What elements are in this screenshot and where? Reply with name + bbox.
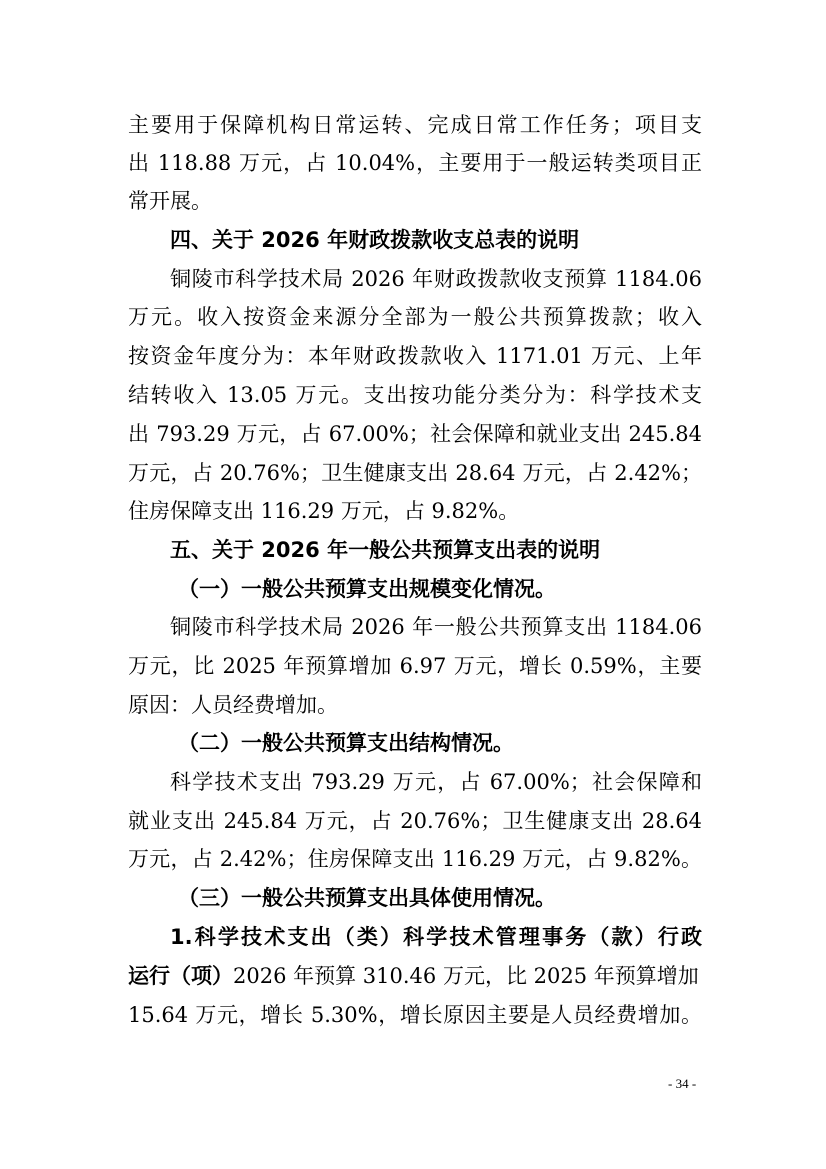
section-heading: 四、关于 2026 年财政拨款收支总表的说明	[170, 228, 580, 252]
paragraph-line: 结转收入 13.05 万元。支出按功能分类分为：科学技术支	[128, 383, 702, 407]
paragraph-line: 按资金年度分为：本年财政拨款收入 1171.01 万元、上年	[128, 344, 702, 368]
paragraph-line: 万元，占 2.42%；住房保障支出 116.29 万元，占 9.82%。	[128, 847, 702, 871]
subsection-heading: （一）一般公共预算支出规模变化情况。	[178, 577, 556, 601]
paragraph-line: 15.64 万元，增长 5.30%，增长原因主要是人员经费增加。	[128, 1003, 702, 1027]
paragraph-line: 科学技术支出 793.29 万元，占 67.00%；社会保障和	[170, 770, 702, 794]
paragraph-line: 万元，占 20.76%；卫生健康支出 28.64 万元，占 2.42%；	[128, 461, 702, 485]
paragraph-line: 住房保障支出 116.29 万元，占 9.82%。	[128, 499, 520, 523]
paragraph-line: 就业支出 245.84 万元，占 20.76%；卫生健康支出 28.64	[128, 809, 702, 833]
paragraph-line: 万元，比 2025 年预算增加 6.97 万元，增长 0.59%，主要	[128, 654, 702, 678]
item-name-bold: 运行（项）	[128, 964, 233, 988]
paragraph-line: 万元。收入按资金来源分全部为一般公共预算拨款；收入	[128, 305, 702, 329]
paragraph-line-bold: 1.科学技术支出（类）科学技术管理事务（款）行政	[170, 925, 702, 949]
paragraph-line: 主要用于保障机构日常运转、完成日常工作任务；项目支	[128, 113, 702, 137]
paragraph-line	[128, 957, 702, 995]
section-heading: 五、关于 2026 年一般公共预算支出表的说明	[170, 538, 601, 562]
page-number: - 34 -	[668, 1076, 697, 1091]
subsection-heading: （三）一般公共预算支出具体使用情况。	[178, 886, 556, 910]
paragraph-line: 原因：人员经费增加。	[128, 693, 338, 717]
paragraph-line: 出 118.88 万元，占 10.04%，主要用于一般运转类项目正	[128, 151, 702, 175]
item-text: 2026 年预算 310.46 万元，比 2025 年预算增加	[233, 964, 699, 988]
paragraph-line: 常开展。	[128, 189, 212, 213]
paragraph-line: 出 793.29 万元，占 67.00%；社会保障和就业支出 245.84	[128, 422, 702, 446]
subsection-heading: （二）一般公共预算支出结构情况。	[178, 731, 514, 755]
paragraph-line: 铜陵市科学技术局 2026 年财政拨款收支预算 1184.06	[170, 267, 702, 291]
paragraph-line: 铜陵市科学技术局 2026 年一般公共预算支出 1184.06	[170, 615, 702, 639]
